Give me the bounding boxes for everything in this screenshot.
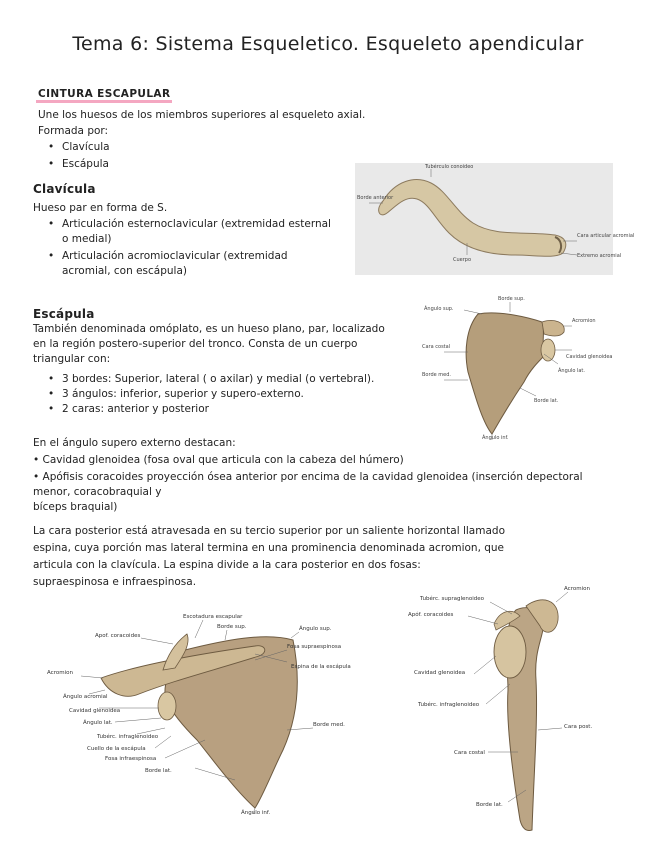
scapula-lat-label: Apóf. coracoides [408,612,454,618]
scapula-post-label: Espina de la escápula [291,664,351,670]
section-heading-cintura: CINTURA ESCAPULAR [36,88,172,103]
cintura-line-2: Formada por: [38,125,109,137]
scapula-post-label: Tubérc. infraglenoideo [97,734,159,740]
scapula-label: Borde lat. [534,398,559,404]
section-heading-escapula: Escápula [33,307,95,321]
scapula-post-label: Acromion [47,670,73,676]
posterior-line-3: articula con la clavícula. La espina divide a la cara posterior en dos fosas: [33,559,421,571]
scapula-post-label: Ángulo sup. [299,626,332,632]
section-heading-clavicula: Clavícula [33,182,96,196]
scapula-lat-label: Tubérc. supraglenoideo [420,596,485,602]
scapula-posterior-figure [47,610,355,818]
clavicle-figure-background [355,163,613,275]
posterior-line-1: La cara posterior está atravesada en su tercio superior por un saliente horizontal llamado [33,525,505,537]
scapula-post-label: Borde sup. [217,624,247,630]
clavicle-label: Cara articular acromial [577,233,635,239]
list-item: • Escápula [46,157,110,172]
posterior-line-2: espina, cuya porción mas lateral termina en una prominencia denominada acromion, que [33,542,505,554]
scapula-lat-label: Cavidad glenoidea [414,670,466,676]
scapula-label: Borde sup. [498,296,525,302]
scapula-anterior-bone [466,313,546,434]
scapula-label: Ángulo lat. [558,368,585,374]
list-item: • Articulación esternoclavicular (extremidad esternal o medial) [46,217,336,247]
clavicle-label: Extremo acromial [577,253,622,259]
scapula-post-label: Fosa infraespinosa [105,756,157,762]
clavicle-label: Tubérculo conoideo [425,164,474,170]
angulo-line-1: En el ángulo supero externo destacan: [33,437,236,449]
scapula-post-label: Borde med. [313,722,345,728]
scapula-label: Acromion [572,318,596,324]
scapula-lat-label: Tubérc. infraglenoideo [418,702,480,708]
scapula-glenoid-posterior [158,692,176,720]
list-item: • 3 bordes: Superior, lateral ( o axilar) y medial (o vertebral). [46,372,374,387]
scapula-post-label: Borde lat. [145,768,172,774]
scapula-post-label: Ángulo lat. [83,720,113,726]
list-item: • Clavícula [46,140,110,155]
cintura-list [46,140,110,172]
clavicle-figure [355,163,635,275]
scapula-lat-label: Cara post. [564,724,593,730]
angulo-bullet-3: bíceps braquial) [33,501,118,513]
scapula-post-label: Ángulo acromial [63,694,108,700]
scapula-post-label: Ángulo inf. [241,810,271,816]
clavicle-label: Borde anterior [357,195,394,201]
scapula-lat-label: Acromion [564,586,590,592]
list-item: • 3 ángulos: inferior, superior y supero-externo. [46,387,374,402]
scapula-lat-label: Borde lat. [476,802,503,808]
scapula-post-label: Cavidad glenoidea [69,708,121,714]
posterior-line-4: supraespinosa e infraespinosa. [33,576,197,588]
cintura-line-1: Une los huesos de los miembros superiores al esqueleto axial. [38,109,366,121]
list-item: • 2 caras: anterior y posterior [46,402,374,417]
scapula-anterior-figure [420,292,613,442]
escapula-list [46,372,374,417]
scapula-post-label: Apof. coracoides [95,633,141,639]
scapula-label: Borde med. [422,372,452,378]
scapula-label: Cara costal [422,344,451,350]
scapula-lateral-figure [408,580,608,842]
scapula-post-label: Fosa supraespinosa [287,644,342,650]
scapula-label: Ángulo sup. [424,306,454,312]
list-item: • Articulación acromioclavicular (extremidad acromial, con escápula) [46,249,336,279]
clavicula-line-1: Hueso par en forma de S. [33,202,168,214]
scapula-glenoid [541,339,555,361]
page-title: Tema 6: Sistema Esqueletico. Esqueleto apendicular [72,33,584,55]
scapula-lat-label: Cara costal [454,750,485,756]
scapula-label: Cavidad glenoidea [566,354,613,360]
scapula-label: Ángulo inf. [482,435,509,441]
scapula-lateral-glenoid [494,626,526,678]
scapula-post-label: Cuello de la escápula [87,746,146,752]
scapula-post-label: Escotadura escapular [183,614,243,620]
escapula-paragraph: También denominada omóplato, es un hueso plano, par, localizado en la región postero-superior del tronco. Consta de un cuerpo triangular con: [33,323,385,365]
angulo-bullet-1: • Cavidad glenoidea (fosa oval que articula con la cabeza del húmero) [33,454,404,466]
scapula-acromion [542,320,564,336]
angulo-bullet-2: • Apófisis coracoides proyección ósea anterior por encima de la cavidad glenoidea (inserción depectoral menor, coracobraquial y [33,471,583,498]
clavicle-label: Cuerpo [453,257,472,263]
clavicula-list [46,217,336,279]
